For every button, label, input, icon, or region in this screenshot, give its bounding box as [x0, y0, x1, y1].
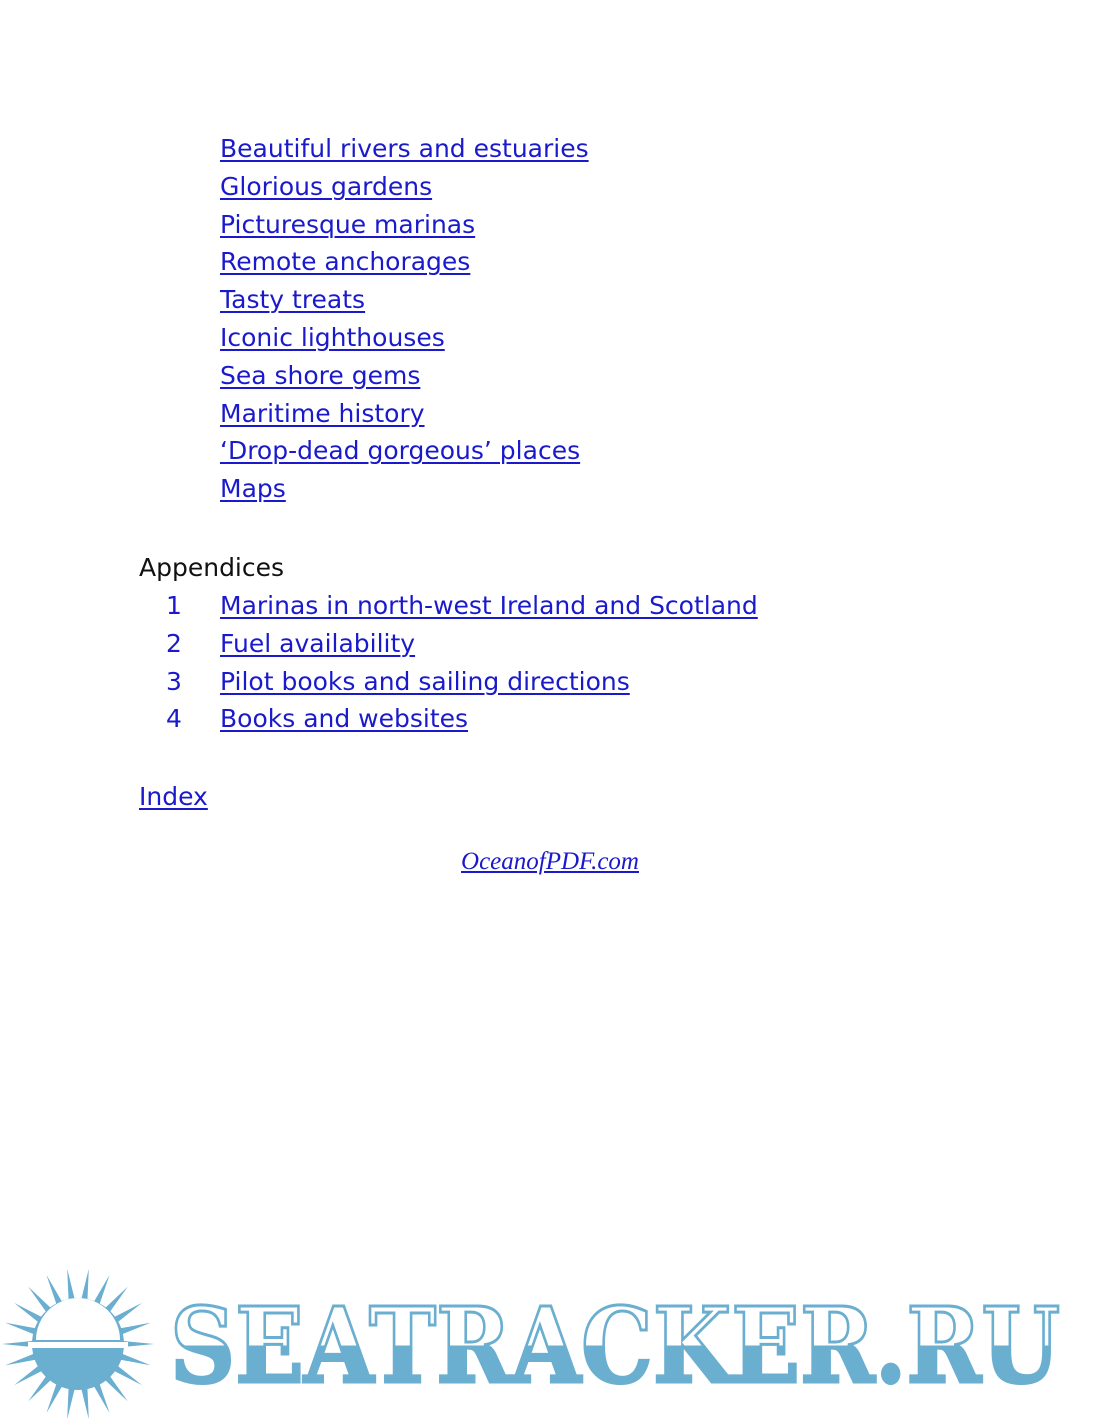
appendix-item: [139, 663, 758, 701]
watermark-text: SEATRACKER.RU: [170, 1284, 1060, 1407]
index-link[interactable]: Index: [139, 782, 208, 811]
appendix-item: [139, 587, 758, 625]
watermark: [0, 1262, 1080, 1422]
toc-item: [220, 206, 589, 244]
toc-link-rivers[interactable]: Beautiful rivers and estuaries: [220, 134, 589, 163]
toc-link-maps[interactable]: Maps: [220, 474, 286, 504]
appendix-number: 3: [166, 666, 182, 696]
toc-item: [220, 281, 589, 319]
appendix-link-marinas[interactable]: Marinas in north-west Ireland and Scotland: [220, 591, 758, 620]
toc-item: [220, 395, 589, 433]
toc-link-lighthouses[interactable]: Iconic lighthouses: [220, 322, 445, 352]
toc-link-treats[interactable]: Tasty treats: [220, 285, 366, 315]
toc-item: [220, 470, 589, 508]
watermark-text-wrapper: [170, 1284, 1070, 1407]
watermark-logo: [170, 1284, 1070, 1407]
source-link[interactable]: OceanofPDF.com: [461, 848, 639, 875]
index-entry: [139, 778, 208, 816]
toc-list: [220, 130, 589, 508]
toc-item: [220, 243, 589, 281]
appendix-item: [139, 625, 758, 663]
appendix-item: [139, 700, 758, 738]
toc-link-anchorages[interactable]: Remote anchorages: [220, 247, 471, 277]
appendix-number: 1: [166, 591, 182, 620]
appendix-number: 4: [166, 704, 182, 734]
toc-link-sea-shore[interactable]: Sea shore gems: [220, 360, 421, 390]
toc-item: [220, 432, 589, 470]
appendix-link-fuel[interactable]: Fuel availability: [220, 628, 416, 658]
sun-icon: [0, 1262, 170, 1422]
toc-item: [220, 357, 589, 395]
appendix-link-books-websites[interactable]: Books and websites: [220, 704, 469, 734]
toc-link-gorgeous-places[interactable]: ‘Drop-dead gorgeous’ places: [220, 436, 581, 466]
appendices-heading: Appendices: [139, 553, 285, 582]
source-credit: [0, 845, 1100, 879]
appendix-list: [139, 587, 758, 738]
toc-item: [220, 130, 589, 168]
appendix-link-pilot-books[interactable]: Pilot books and sailing directions: [220, 666, 630, 696]
toc-link-maritime-history[interactable]: Maritime history: [220, 398, 425, 428]
toc-link-marinas[interactable]: Picturesque marinas: [220, 209, 476, 239]
appendix-number: 2: [166, 628, 182, 658]
toc-link-gardens[interactable]: Glorious gardens: [220, 171, 433, 201]
toc-item: [220, 319, 589, 357]
toc-item: [220, 168, 589, 206]
